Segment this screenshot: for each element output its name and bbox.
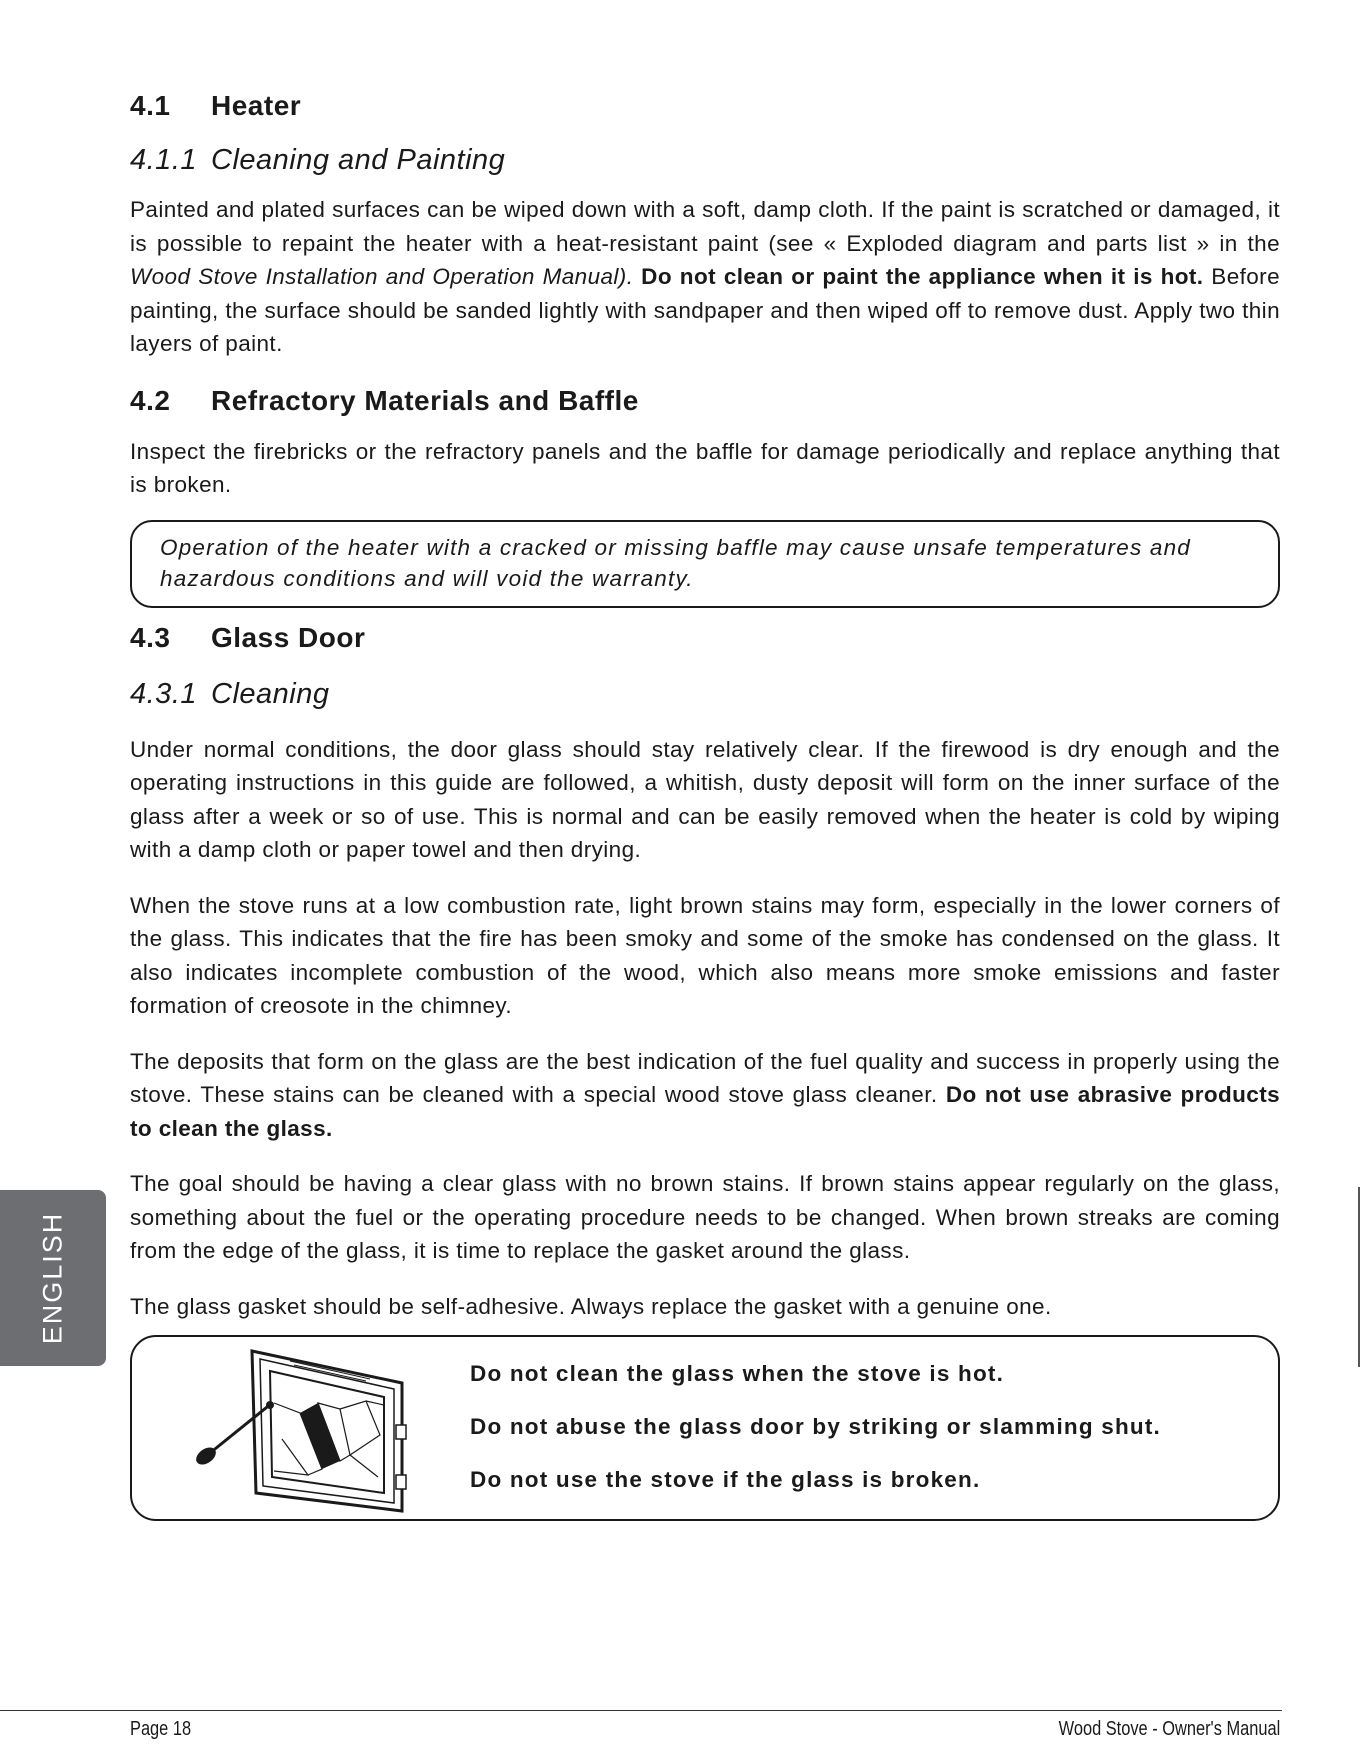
heading-title: Cleaning and Painting: [211, 144, 506, 176]
heading-4-3: [130, 622, 1280, 654]
heading-4-1-1: [130, 144, 1280, 177]
warning-item: Do not abuse the glass door by striking or slamming shut.: [470, 1414, 1161, 1439]
paragraph-glass-3: [130, 1045, 1280, 1146]
right-edge-rule: [1358, 1187, 1360, 1367]
page-number: Page 18: [130, 1718, 192, 1740]
paragraph-refractory: Inspect the firebricks or the refractory panels and the baffle for damage periodically and replace anything that is broken.: [130, 438, 1280, 497]
page-content: [130, 90, 1280, 1521]
paragraph-cleaning-painting: [130, 193, 1280, 361]
heading-number: 4.2: [130, 384, 171, 416]
heading-title: Cleaning: [211, 677, 330, 710]
language-label: ENGLISH: [37, 1211, 68, 1345]
baffle-warning-box: [130, 520, 1280, 608]
document-title: Wood Stove - Owner's Manual: [1058, 1718, 1280, 1740]
heading-4-3-1: [130, 678, 1280, 711]
paragraph-glass-2: When the stove runs at a low combustion rate, light brown stains may form, especially in the lower corners of the glass. This indicates that the fire has been smoky and some of the smoke has condensed on the glass. It also indicates incomplete combustion of the wood, which also means more smoke emissions and faster formation of creosote in the chimney.: [130, 892, 1280, 1018]
bold-warning: Do not use abrasive products to clean the glass.: [130, 1082, 1281, 1141]
manual-title: Wood Stove Installation and Operation Manual).: [130, 264, 634, 289]
footer-rule: [0, 1710, 1282, 1711]
bold-warning: Do not clean or paint the appliance when it is hot.: [633, 264, 1204, 289]
heading-number: 4.3.1: [130, 677, 197, 710]
heading-title: Refractory Materials and Baffle: [211, 384, 639, 416]
heading-4-2: [130, 385, 1280, 417]
glass-door-illustration: [190, 1343, 440, 1513]
warning-item: Do not clean the glass when the stove is hot.: [470, 1361, 1005, 1386]
paragraph-glass-1: Under normal conditions, the door glass should stay relatively clear. If the firewood is dry enough and the operating instructions in this guide are followed, a whitish, dusty deposit will form on the inner surface of the glass after a week or so of use. This is normal and can be easily removed when the heater is cold by wiping with a damp cloth or paper towel and then drying.: [130, 736, 1280, 862]
heading-title: Glass Door: [211, 621, 366, 653]
heading-number: 4.1.1: [130, 144, 197, 176]
text-run: The deposits that form on the glass are the best indication of the fuel quality and success in properly using the stove. These stains can be cleaned with a special wood stove glass cleaner.: [130, 1048, 1280, 1107]
paragraph-glass-4: The goal should be having a clear glass with no brown stains. If brown stains appear regularly on the glass, something about the fuel or the operating procedure needs to be changed. When brown streaks are coming from the edge of the glass, it is time to replace the gasket around the glass.: [130, 1171, 1280, 1263]
language-side-tab: [0, 1190, 106, 1366]
baffle-warning-text: Operation of the heater with a cracked or missing baffle may cause unsafe temperatures and hazardous conditions and will void the warranty.: [160, 534, 1191, 591]
heading-4-1: [130, 90, 1280, 122]
text-run: Painted and plated surfaces can be wiped down with a soft, damp cloth. If the paint is scratched or damaged, it is possible to repaint the heater with a heat-resistant paint (see « Exploded diagram and parts list » in the: [130, 197, 1280, 256]
text-run: Before painting, the surface should be sanded lightly with sandpaper and then wiped off to remove dust. Apply two thin layers of paint.: [130, 264, 1280, 356]
warning-item: Do not use the stove if the glass is broken.: [470, 1467, 981, 1492]
heading-title: Heater: [211, 90, 302, 121]
paragraph-glass-5: The glass gasket should be self-adhesive. Always replace the gasket with a genuine one.: [130, 1293, 1052, 1319]
heading-number: 4.3: [130, 621, 171, 653]
heading-number: 4.1: [130, 90, 171, 121]
glass-warning-box: [130, 1335, 1280, 1521]
glass-warnings-list: [470, 1361, 1161, 1520]
